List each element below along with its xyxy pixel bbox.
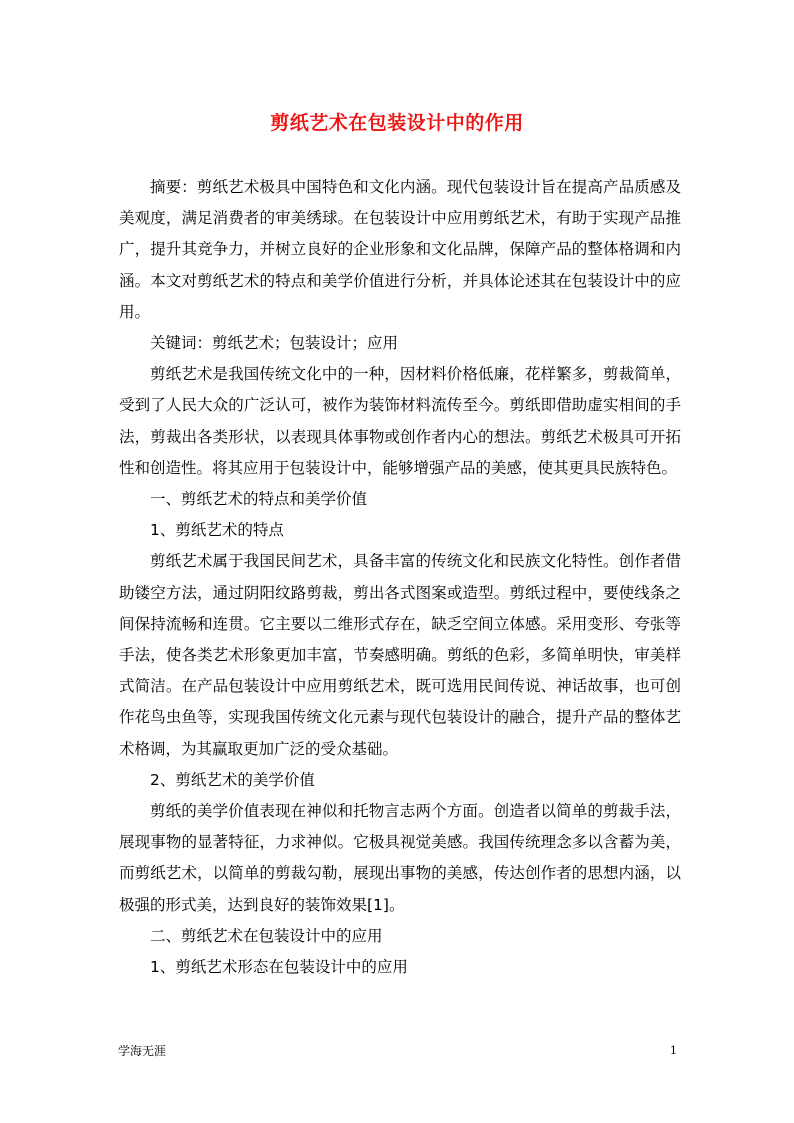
keywords-line: 关键词：剪纸艺术；包装设计；应用: [150, 334, 399, 353]
document-body: [119, 172, 681, 983]
body-paragraph: 剪纸艺术属于我国民间艺术，具备丰富的传统文化和民族文化特性。创作者借助镂空方法，通过阴阳纹路剪裁，剪出各式图案或造型。剪纸过程中，要使线条之间保持流畅和连贯。它主要以二维形式存在，缺乏空间立体感。采用变形、夸张等手法，使各类艺术形象更加丰富，节奏感明确。剪纸的色彩，多简单明快，审美样式简洁。在产品包装设计中应用剪纸艺术，既可选用民间传说、神话故事，也可创作花鸟虫鱼等，实现我国传统文化元素与现代包装设计的融合，提升产品的整体艺术格调，为其赢取更加广泛的受众基础。: [119, 552, 681, 758]
body-paragraph: 剪纸的美学价值表现在神似和托物言志两个方面。创造者以简单的剪裁手法，展现事物的显著特征，力求神似。它极具视觉美感。我国传统理念多以含蓄为美，而剪纸艺术，以简单的剪裁勾勒，展现出事物的美感，传达创作者的思想内涵，以极强的形式美，达到良好的装饰效果[1]。: [119, 802, 681, 914]
subsection-heading-2-1: 1、剪纸艺术形态在包装设计中的应用: [150, 958, 408, 977]
section-heading-2: 二、剪纸艺术在包装设计中的应用: [150, 926, 383, 945]
subsection-heading-1-2: 2、剪纸艺术的美学价值: [150, 770, 315, 789]
intro-paragraph: 剪纸艺术是我国传统文化中的一种，因材料价格低廉，花样繁多，剪裁简单，受到了人民大众的广泛认可，被作为装饰材料流传至今。剪纸即借助虚实相间的手法，剪裁出各类形状，以表现具体事物或创作者内心的想法。剪纸艺术极具可开拓性和创造性。将其应用于包装设计中，能够增强产品的美感，使其更具民族特色。: [119, 365, 681, 477]
page-number: 1: [670, 1044, 677, 1057]
abstract-paragraph: 摘要：剪纸艺术极具中国特色和文化内涵。现代包装设计旨在提高产品质感及美观度，满足消费者的审美绣球。在包装设计中应用剪纸艺术，有助于实现产品推广，提升其竞争力，并树立良好的企业形象和文化品牌，保障产品的整体格调和内涵。本文对剪纸艺术的特点和美学价值进行分析，并具体论述其在包装设计中的应用。: [119, 178, 681, 321]
subsection-heading-1-1: 1、剪纸艺术的特点: [150, 521, 284, 540]
document-title: 剪纸艺术在包装设计中的作用: [270, 112, 524, 134]
footer-label: 学海无涯: [118, 1044, 167, 1058]
section-heading-1: 一、剪纸艺术的特点和美学价值: [150, 490, 368, 509]
